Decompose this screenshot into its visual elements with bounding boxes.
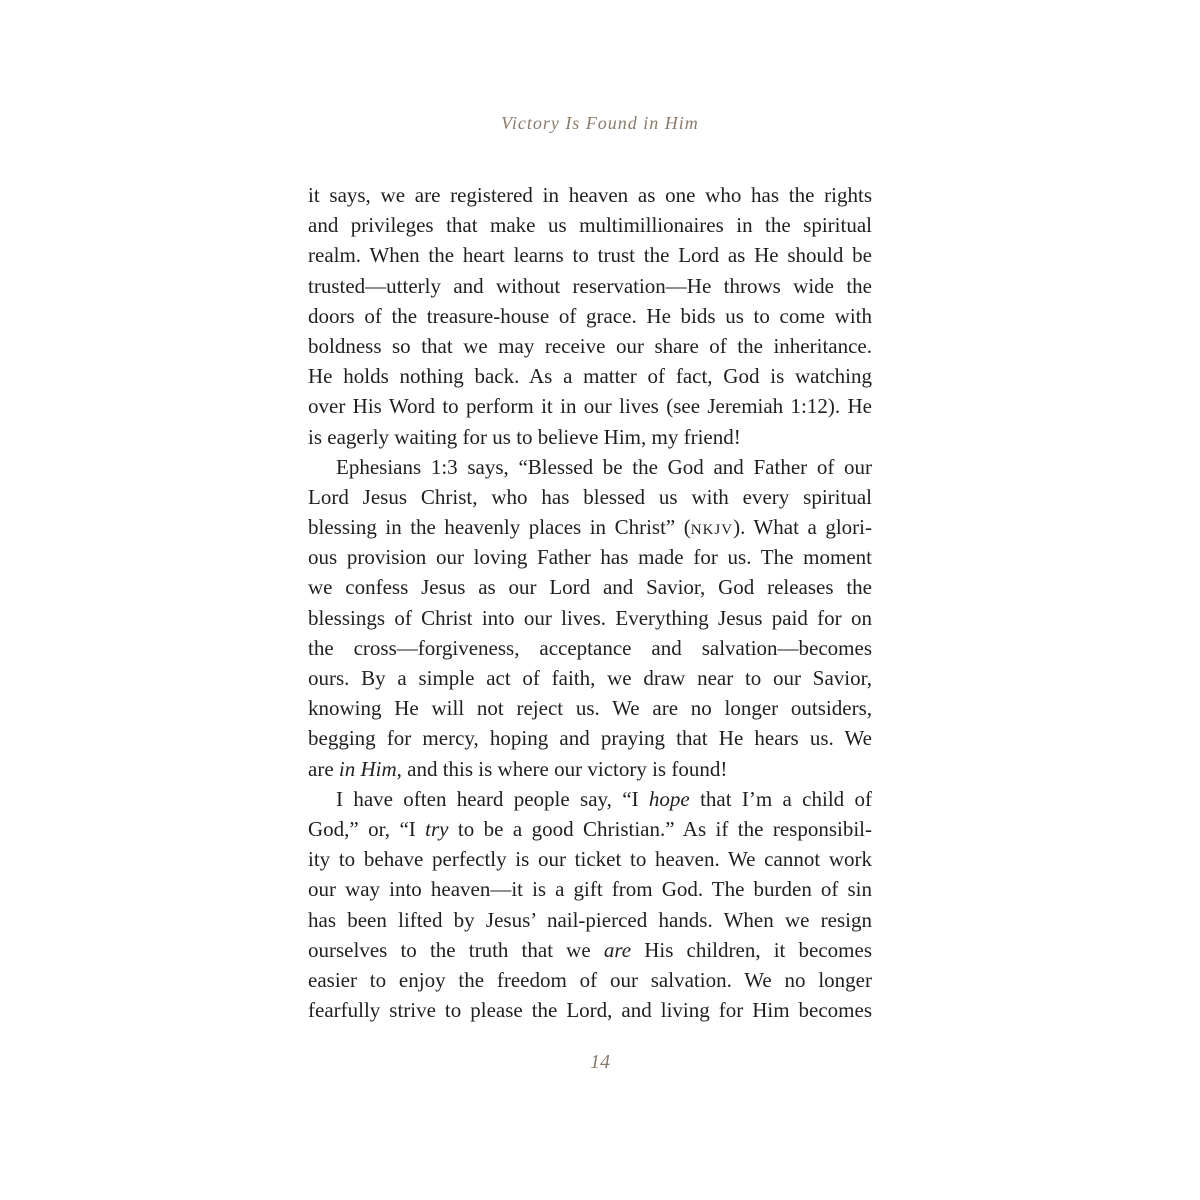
- text-line-with-abbreviation: [308, 512, 872, 542]
- text-line: realm. When the heart learns to trust the Lord as He should be: [308, 243, 872, 268]
- text-line: trusted—utterly and without reservation—He throws wide the: [308, 273, 872, 298]
- text-segment: God,” or, “I: [308, 816, 426, 841]
- page-number: 14: [590, 1051, 610, 1073]
- text-line: boldness so that we may receive our share of the inheritance.: [308, 333, 872, 358]
- text-line: has been lifted by Jesus’ nail-pierced hands. When we resign: [308, 907, 872, 932]
- text-segment: ourselves to the truth that we: [308, 937, 604, 962]
- text-segment: that I’m a child of: [689, 786, 872, 811]
- text-line: He holds nothing back. As a matter of fact, God is watching: [308, 364, 872, 389]
- text-line: easier to enjoy the freedom of our salvation. We no longer: [308, 967, 872, 992]
- text-line-with-italic: [308, 754, 872, 784]
- text-line: blessings of Christ into our lives. Everything Jesus paid for on: [308, 605, 872, 630]
- text-line: it says, we are registered in heaven as one who has the rights: [308, 183, 872, 207]
- text-line: the cross—forgiveness, acceptance and salvation—becomes: [308, 635, 872, 660]
- text-segment: blessing in the heavenly places in Christ” (: [308, 515, 691, 540]
- body-text: [308, 180, 872, 1025]
- text-line: our way into heaven—it is a gift from God. The burden of sin: [308, 877, 872, 902]
- text-segment: His children, it becomes: [631, 937, 872, 962]
- text-line: fearfully strive to please the Lord, and living for Him becomes: [308, 998, 872, 1023]
- text-line: Lord Jesus Christ, who has blessed us with every spiritual: [308, 484, 872, 509]
- text-line: over His Word to perform it in our lives (see Jeremiah 1:12). He: [308, 394, 872, 419]
- italic-word: try: [425, 816, 449, 841]
- text-line-with-italic: [308, 814, 872, 844]
- text-segment: , and this is where our victory is found!: [396, 756, 728, 781]
- text-segment: to be a good Christian.” As if the responsibil-: [448, 816, 872, 841]
- text-line: ours. By a simple act of faith, we draw near to our Savior,: [308, 666, 872, 690]
- text-line: Ephesians 1:3 says, “Blessed be the God and Father of our: [336, 454, 872, 479]
- text-line: knowing He will not reject us. We are no longer outsiders,: [308, 696, 872, 721]
- text-segment: ). What a glori-: [733, 515, 872, 540]
- text-line: ity to behave perfectly is our ticket to heaven. We cannot work: [308, 847, 872, 872]
- text-line-with-italic: [308, 784, 872, 814]
- text-line-with-italic: [308, 935, 872, 965]
- text-line: ous provision our loving Father has made for us. The moment: [308, 545, 872, 570]
- text-line: doors of the treasure-house of grace. He bids us to come with: [308, 303, 872, 328]
- italic-word: are: [603, 937, 632, 962]
- text-line: and privileges that make us multimillionaires in the spiritual: [308, 213, 872, 238]
- italic-phrase: in Him: [338, 756, 397, 781]
- version-abbreviation: NKJV: [690, 522, 734, 539]
- text-line: begging for mercy, hoping and praying that He hears us. We: [308, 726, 872, 751]
- text-segment: are: [308, 756, 339, 781]
- text-line: is eagerly waiting for us to believe Him, my friend!: [308, 424, 741, 449]
- text-segment: I have often heard people say, “I: [336, 786, 649, 811]
- italic-word: hope: [648, 786, 690, 811]
- running-head: Victory Is Found in Him: [501, 113, 699, 133]
- text-line: we confess Jesus as our Lord and Savior, God releases the: [308, 575, 872, 600]
